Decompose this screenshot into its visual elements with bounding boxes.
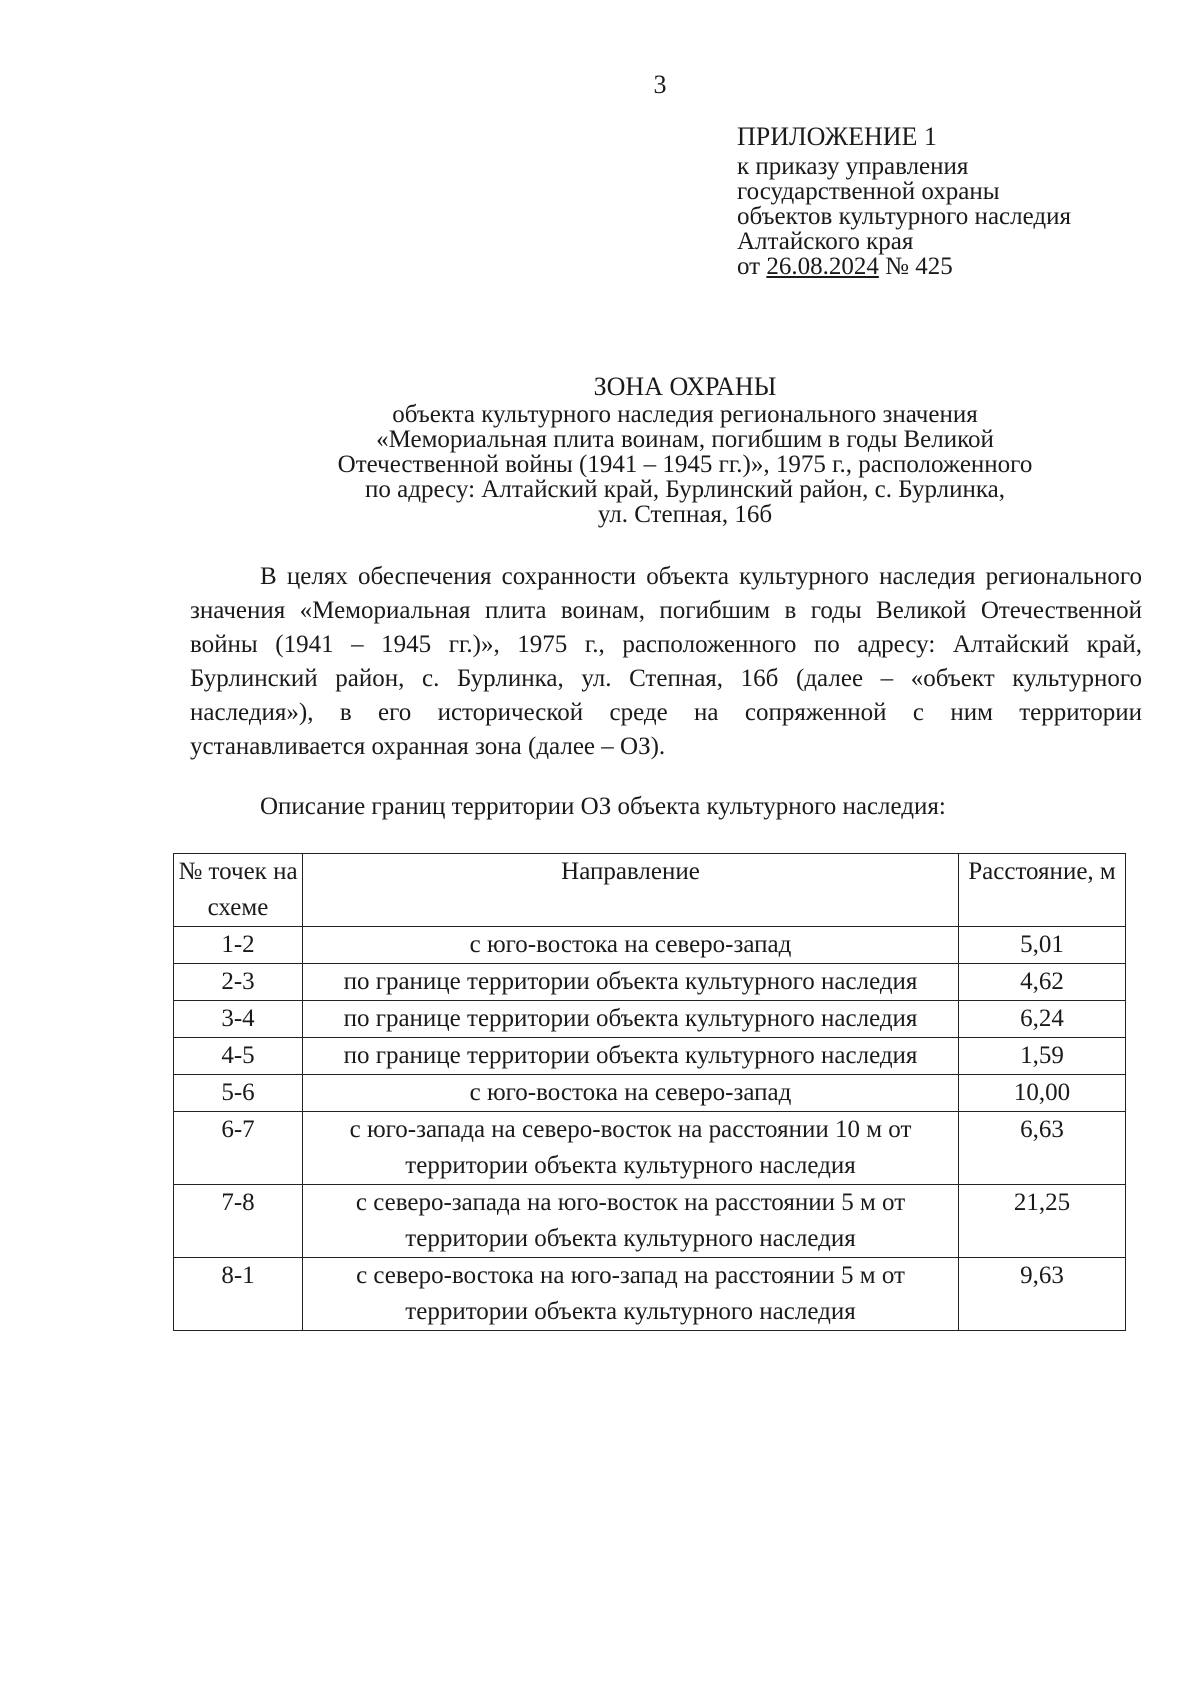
cell-distance: 9,63 [959, 1258, 1126, 1331]
cell-distance: 10,00 [959, 1075, 1126, 1112]
appendix-block [737, 122, 1071, 279]
table-row [174, 1112, 1126, 1185]
zone-line: объекта культурного наследия регионального значения [392, 401, 978, 428]
appendix-line: объектов культурного наследия [737, 203, 1071, 230]
appendix-date-line [737, 254, 1071, 279]
appendix-line: к приказу управления [737, 153, 969, 180]
cell-distance: 1,59 [959, 1038, 1126, 1075]
cell-direction: с юго-запада на северо-восток на расстоянии 10 м от территории объекта культурного наследия [303, 1112, 959, 1185]
zone-line: Отечественной войны (1941 – 1945 гг.)», 1975 г., расположенного [337, 451, 1033, 478]
cell-direction: с северо-востока на юго-запад на расстоянии 5 м от территории объекта культурного наследия [303, 1258, 959, 1331]
order-number: № 425 [878, 253, 953, 280]
appendix-line: государственной охраны [737, 178, 1000, 205]
zone-title: ЗОНА ОХРАНЫ [593, 372, 777, 401]
intro-paragraph [190, 560, 1142, 764]
page-number: 3 [653, 70, 667, 99]
boundary-table [173, 853, 1126, 1331]
cell-direction: с юго-востока на северо-запад [303, 1075, 959, 1112]
cell-points: 5-6 [174, 1075, 303, 1112]
cell-points: 6-7 [174, 1112, 303, 1185]
header-distance: Расстояние, м [959, 854, 1126, 927]
zone-line: по адресу: Алтайский край, Бурлинский район, с. Бурлинка, [365, 476, 1005, 503]
cell-distance: 6,63 [959, 1112, 1126, 1185]
cell-distance: 21,25 [959, 1185, 1126, 1258]
cell-direction: по границе территории объекта культурного наследия [303, 964, 959, 1001]
header-points: № точек на схеме [174, 854, 303, 927]
cell-points: 7-8 [174, 1185, 303, 1258]
appendix-title: ПРИЛОЖЕНИЕ 1 [737, 122, 937, 151]
appendix-line: Алтайского края [737, 228, 914, 255]
table-header-row [174, 854, 1126, 927]
cell-distance: 6,24 [959, 1001, 1126, 1038]
intro-text: В целях обеспечения сохранности объекта культурного наследия регионального значения «Мемориальная плита воинам, погибшим в годы Великой Отечественной войны (1941 – 1945 гг.)», 1975 г., расположенного по адресу: Алтайский край, Бурлинский район, с. Бурлинка, ул. Степная, 16б (далее – «объект культурного наследия»), в его исторической среде на сопряженной с ним территории устанавливается охранная зона (далее – ОЗ). [190, 563, 1142, 760]
cell-points: 1-2 [174, 927, 303, 964]
cell-points: 2-3 [174, 964, 303, 1001]
cell-direction: с северо-запада на юго-восток на расстоянии 5 м от территории объекта культурного наследия [303, 1185, 959, 1258]
cell-points: 8-1 [174, 1258, 303, 1331]
table-row [174, 964, 1126, 1001]
cell-direction: с юго-востока на северо-запад [303, 927, 959, 964]
table-row [174, 1075, 1126, 1112]
cell-distance: 5,01 [959, 927, 1126, 964]
zone-heading-block [220, 372, 1150, 527]
table-row [174, 927, 1126, 964]
table-row [174, 1038, 1126, 1075]
header-direction: Направление [303, 854, 959, 927]
cell-points: 4-5 [174, 1038, 303, 1075]
zone-line: «Мемориальная плита воинам, погибшим в годы Великой [376, 426, 994, 453]
description-heading: Описание границ территории ОЗ объекта культурного наследия: [260, 793, 946, 820]
order-date: 26.08.2024 [766, 253, 879, 280]
date-prefix: от [737, 253, 767, 280]
cell-direction: по границе территории объекта культурного наследия [303, 1001, 959, 1038]
cell-direction: по границе территории объекта культурного наследия [303, 1038, 959, 1075]
cell-distance: 4,62 [959, 964, 1126, 1001]
table-row [174, 1185, 1126, 1258]
cell-points: 3-4 [174, 1001, 303, 1038]
zone-line: ул. Степная, 16б [597, 501, 773, 528]
table-row [174, 1001, 1126, 1038]
table-row [174, 1258, 1126, 1331]
